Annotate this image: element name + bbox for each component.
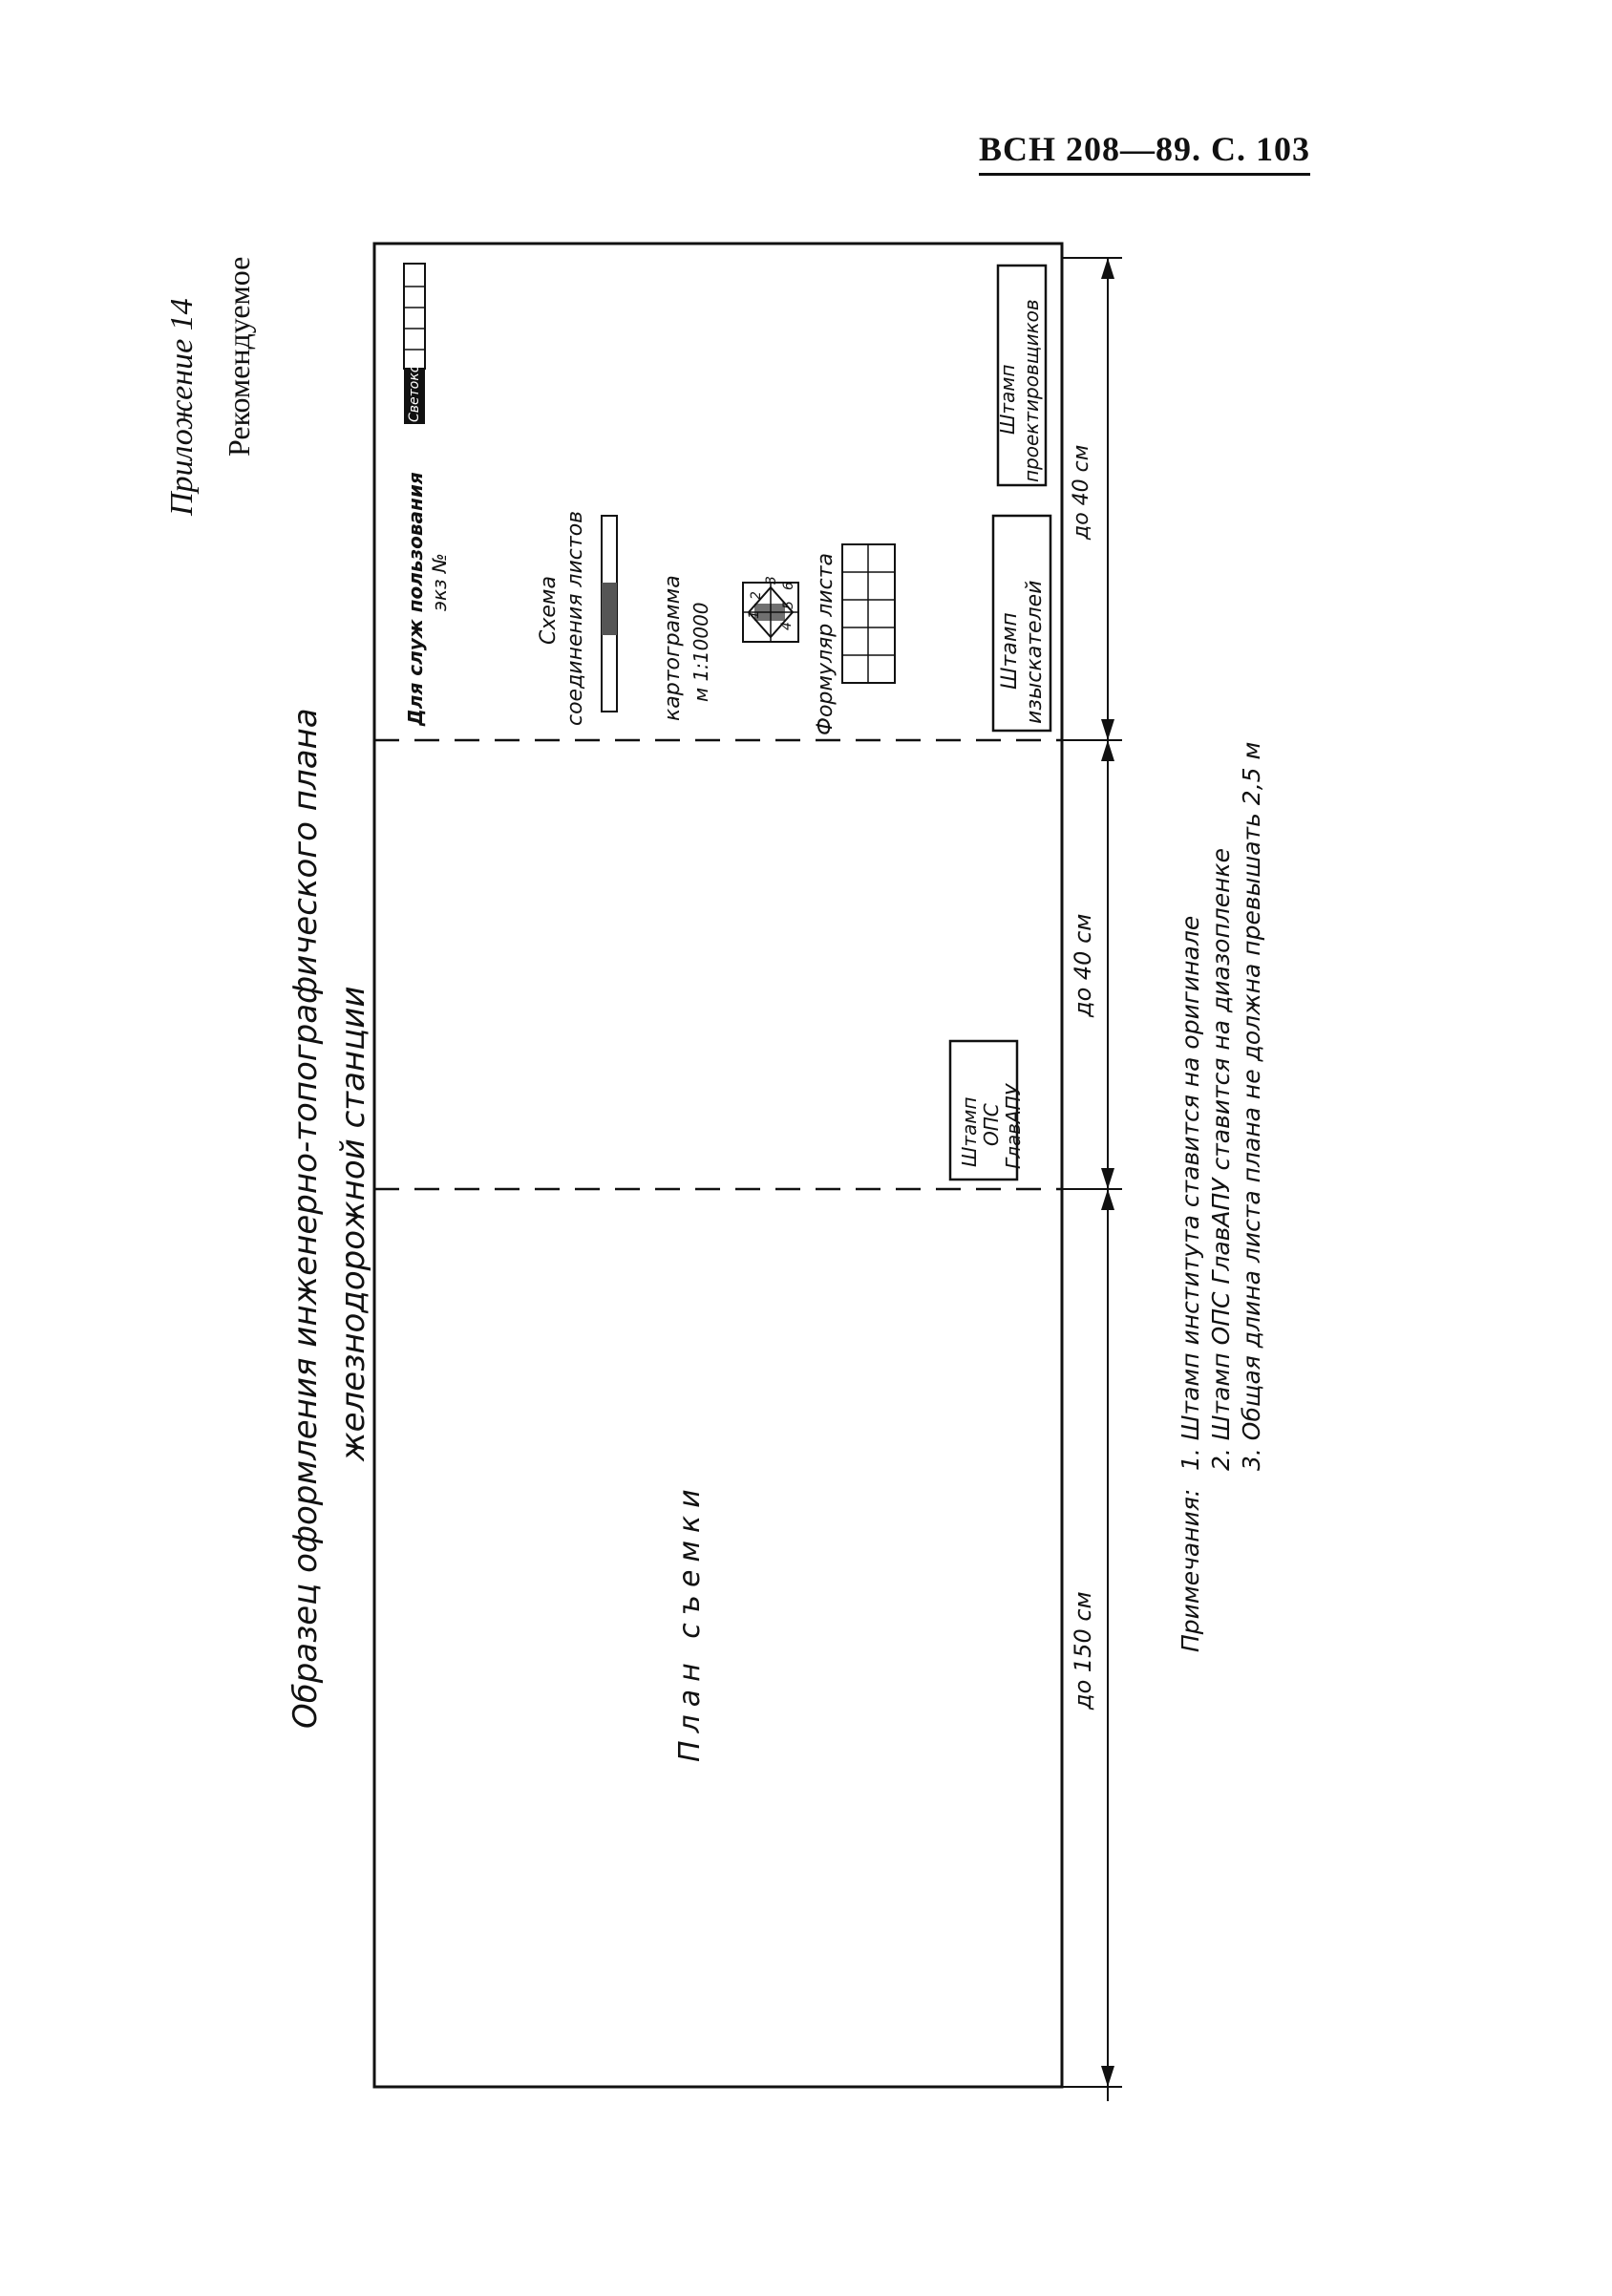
stamp-surveyors-line2: изыскателей: [1023, 580, 1047, 724]
cartogram-scale: м 1:10000: [689, 602, 712, 702]
cartogram-title: картограмма: [661, 575, 685, 721]
page-header: ВСН 208—89. С. 103: [979, 129, 1310, 176]
service-use-label: Для служ пользования: [404, 472, 427, 726]
appendix-status: Рекомендуемое: [222, 256, 256, 457]
copy-number-label: экз №: [428, 553, 451, 611]
cartogram-number: 6: [781, 582, 796, 590]
figure-title-line2: железнодорожной станции: [334, 986, 372, 1461]
cartogram-number: 4: [779, 622, 795, 630]
stamp-ops-line3: ГлавАПУ: [1002, 1084, 1025, 1169]
stamp-designers-line1: Штамп: [996, 364, 1019, 435]
note-item-1: 1. Штамп института ставится на оригинале: [1177, 915, 1204, 1471]
cartogram-number: 1: [747, 610, 762, 619]
tracing-label: Светокоп: [407, 355, 422, 422]
dimension-label-40-lower: до 40 см: [1070, 913, 1096, 1017]
plan-label: План съемки: [673, 1481, 707, 1762]
sheet-scheme-title: Схема: [537, 576, 561, 645]
note-item-2: 2. Штамп ОПС ГлавАПУ ставится на диазопленке: [1207, 848, 1235, 1471]
stamp-surveyors-line1: Штамп: [998, 612, 1022, 690]
copy-grid: [404, 264, 425, 369]
figure-title-line1: Образец оформления инженерно-топографического плана: [286, 708, 325, 1729]
note-item-3: 3. Общая длина листа плана не должна превышать 2,5 м: [1238, 741, 1265, 1471]
cartogram-number: 5: [781, 601, 796, 609]
sheet-form-label: Формуляр листа: [814, 553, 838, 735]
arrow-head: [1101, 719, 1114, 740]
stamp-ops-line1: Штамп: [958, 1096, 981, 1167]
dimension-label-40-upper: до 40 см: [1070, 444, 1093, 540]
notes-label: Примечания:: [1177, 1488, 1204, 1652]
sheet-scheme-hatch: [602, 583, 617, 635]
cartogram-number: 2: [749, 591, 764, 600]
sheet-scheme-subtitle: соединения листов: [563, 510, 587, 726]
appendix-title: Приложение 14: [164, 298, 200, 516]
dimension-label-150: до 150 см: [1070, 1591, 1096, 1710]
arrow-head: [1101, 1168, 1114, 1189]
arrow-head: [1101, 740, 1114, 761]
arrow-head: [1101, 1189, 1114, 1210]
cartogram-number: 3: [764, 576, 779, 585]
arrow-head: [1101, 2066, 1114, 2087]
stamp-ops-line2: ОПС: [980, 1103, 1003, 1146]
stamp-designers-line2: проектировщиков: [1020, 299, 1043, 482]
arrow-head: [1101, 258, 1114, 279]
